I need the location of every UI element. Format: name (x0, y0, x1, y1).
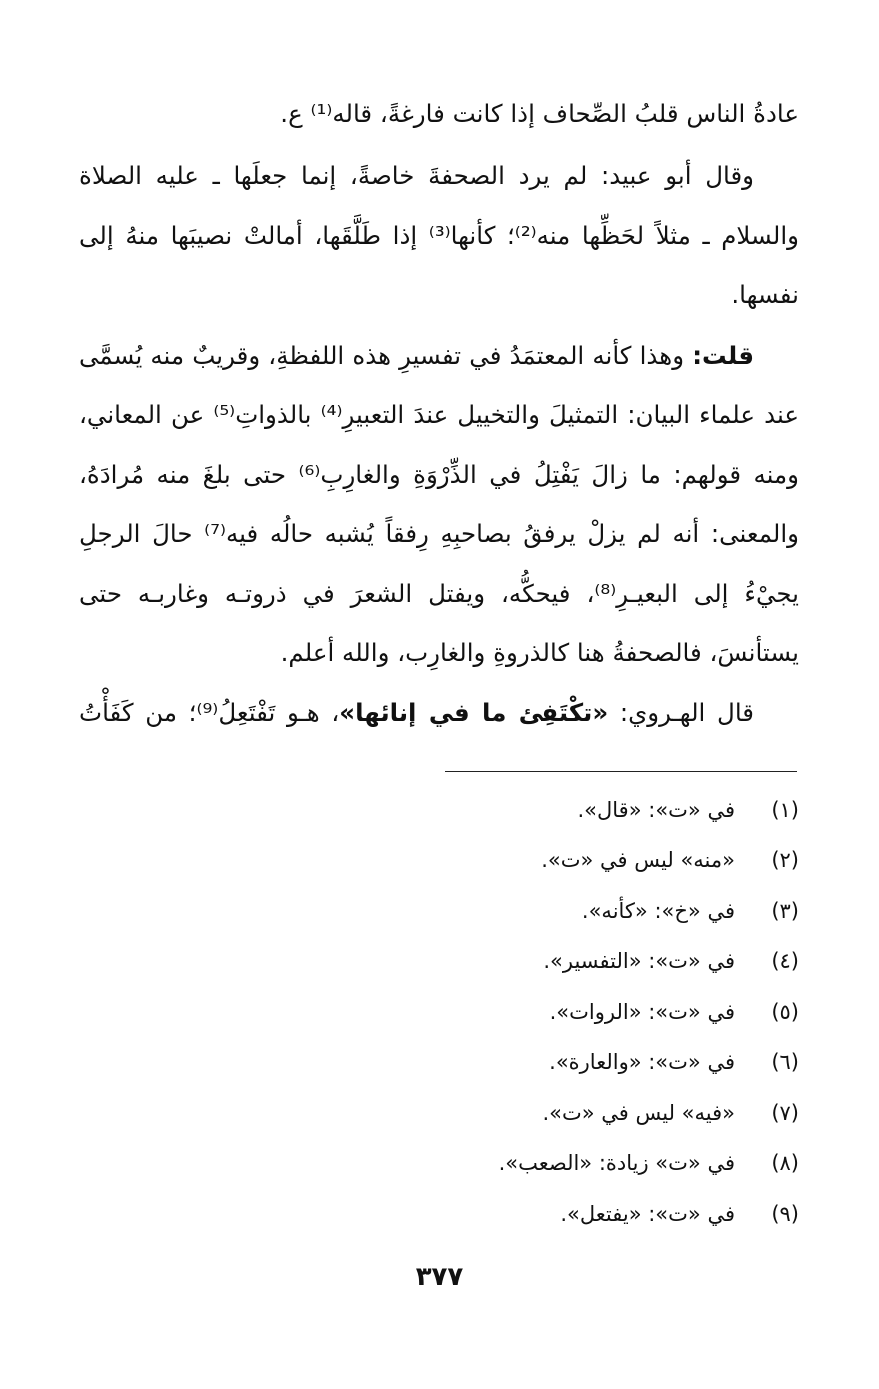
footnote-5 (550, 995, 799, 1029)
footnote-number: (٧) (771, 1101, 799, 1125)
footnote-6 (549, 1045, 799, 1079)
hadith-quote: «تكْتَفِئ ما في إنائها» (339, 698, 609, 727)
page-number: ٣٧٧ (415, 1262, 464, 1292)
body-line-5-text: وهذا كأنه المعتمَدُ في تفسيرِ هذه اللفظةِ، وقريبٌ منه يُسمَّى (79, 341, 685, 370)
body-line-8: والمعنى: أنه لم يزلْ يرفقُ بصاحبِهِ رِفقاً يُشبه حالُه فيه⁽⁷⁾ حالَ الرجلِ (79, 519, 800, 548)
footnote-text: في «ت»: «والعارة». (549, 1050, 735, 1074)
footnote-divider (445, 771, 797, 772)
body-line-11 (79, 683, 799, 743)
footnote-text: في «ت»: «الروات». (549, 1000, 735, 1024)
body-line-11-tail: ، هـو تَفْتَعِلُ⁽⁹⁾؛ من كَفَأْتُ (79, 698, 340, 727)
footnote-text: في «ت»: «قال». (577, 798, 735, 822)
body-line-2: وقال أبو عبيد: لم يرد الصحفةَ خاصةً، إنما جعلَها ـ عليه الصلاة (79, 161, 754, 190)
body-line-3: والسلام ـ مثلاً لحَظِّها منه⁽²⁾؛ كأنها⁽³⁾ إذا طَلَّقَها، أمالتْ نصيبَها منهُ إلى (79, 221, 799, 250)
body-line-5 (79, 326, 799, 386)
footnote-text: «فيه» ليس في «ت». (542, 1101, 735, 1125)
footnote-2 (541, 843, 799, 877)
qult-label: قلت: (692, 341, 754, 370)
footnote-number: (٤) (771, 949, 799, 973)
footnote-number: (٩) (771, 1202, 799, 1226)
footnote-number: (٨) (771, 1151, 799, 1175)
footnote-7 (542, 1096, 799, 1130)
footnote-text: في «ت»: «يفتعل». (560, 1202, 735, 1226)
footnote-text: «منه» ليس في «ت». (541, 848, 735, 872)
body-line-10: يستأنسَ، فالصحفةُ هنا كالذروةِ والغارِب، والله أعلم. (280, 638, 799, 667)
body-line-7: ومنه قولهم: ما زالَ يَفْتِلُ في الذِّرْوَةِ والغارِبِ⁽⁶⁾ حتى بلغَ منه مُرادَهُ، (79, 460, 800, 489)
body-line-6: عند علماء البيان: التمثيلَ والتخييل عندَ التعبيرِ⁽⁴⁾ بالذواتِ⁽⁵⁾ عن المعاني، (79, 400, 799, 429)
footnote-number: (٢) (771, 848, 799, 872)
footnote-number: (٣) (771, 899, 799, 923)
harawi-lead: قال الهـروي: (619, 698, 754, 727)
body-line-9: يجيْءُ إلى البعيـرِ⁽⁸⁾، فيحكُّه، ويفتل الشعرَ في ذروتـه وغاربـه حتى (79, 579, 799, 608)
footnote-1 (578, 793, 800, 827)
body-line-4: نفسها. (731, 280, 799, 309)
footnote-9 (560, 1197, 799, 1231)
footnote-number: (٦) (771, 1050, 799, 1074)
footnote-8 (499, 1146, 799, 1180)
body-line-1: عادةُ الناس قلبُ الصِّحاف إذا كانت فارغةً، قاله⁽¹⁾ ع. (280, 99, 799, 128)
footnote-number: (٥) (771, 1000, 799, 1024)
footnote-4 (543, 944, 799, 978)
footnote-text: في «ت» زيادة: «الصعب». (498, 1151, 735, 1175)
footnote-text: في «ت»: «التفسير». (543, 949, 735, 973)
footnote-number: (١) (771, 798, 799, 822)
footnote-3 (582, 894, 799, 928)
footnote-text: في «خ»: «كأنه». (581, 899, 735, 923)
